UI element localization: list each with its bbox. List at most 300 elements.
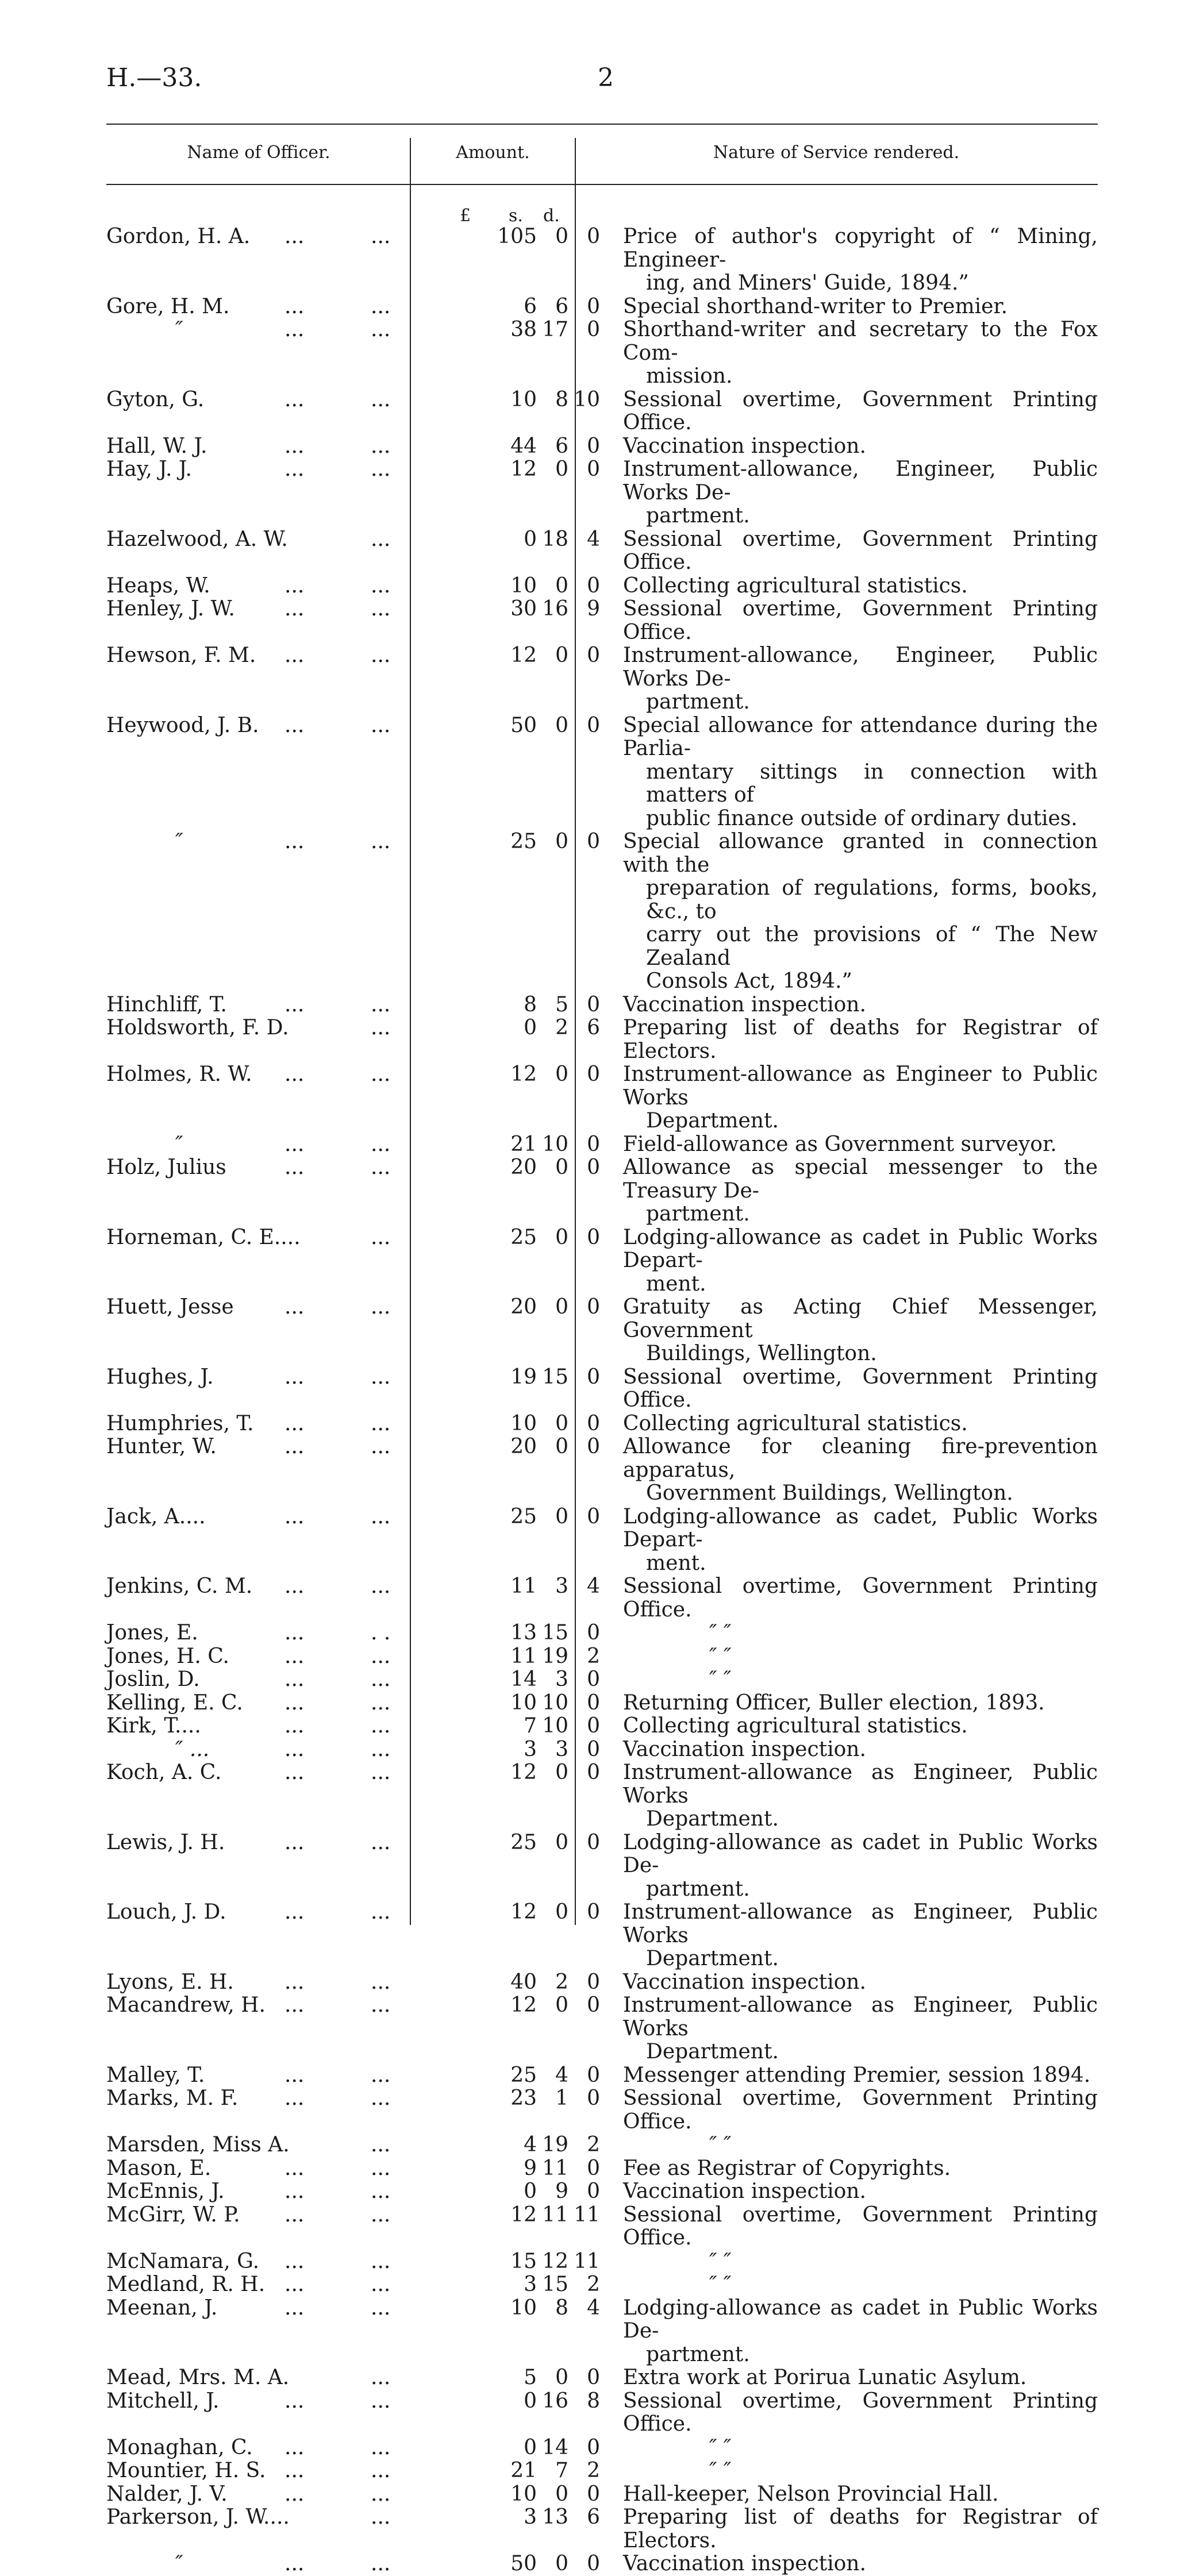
amount	[440, 1412, 609, 1436]
officer-name	[106, 1574, 391, 1599]
table-row	[106, 1505, 1098, 1576]
officer-name-text: Parkerson, J. W....	[106, 2505, 290, 2529]
shillings-value: 0	[555, 830, 568, 853]
description-line: Preparing list of deaths for Registrar of Electors.	[623, 2505, 1098, 2552]
table-row	[106, 1645, 1098, 1669]
pounds-value: 30	[510, 597, 537, 621]
description-line: Sessional overtime, Government Printing Office.	[623, 597, 1098, 644]
service-description	[609, 2204, 1098, 2250]
page-number: 2	[598, 63, 614, 93]
officer-name-text: Jones, E.	[106, 1621, 198, 1645]
pounds-value: 12	[510, 1900, 537, 1924]
service-description	[609, 1901, 1098, 1971]
shillings-value: 10	[542, 1132, 568, 1156]
leader-dots: ...	[284, 573, 305, 598]
pence-value: 0	[587, 1132, 600, 1156]
table-row	[106, 2459, 1098, 2483]
description-line: Vaccination inspection.	[623, 1737, 866, 1761]
officer-name-text: Kirk, T....	[106, 1714, 201, 1738]
officer-name	[106, 2249, 391, 2274]
description-line: Preparing list of deaths for Registrar of Electors.	[623, 1016, 1098, 1063]
officer-name	[106, 318, 391, 342]
shillings-value: 0	[555, 1504, 568, 1528]
table-row	[106, 644, 1098, 714]
leader-dots: ...	[284, 1691, 305, 1715]
pence-value: 2	[587, 2273, 600, 2296]
pence-value: 10	[574, 387, 600, 411]
leader-dots: ...	[371, 1435, 391, 1458]
pence-value: 2	[587, 2133, 600, 2157]
amount	[440, 2273, 609, 2297]
header-rule	[106, 184, 1098, 185]
leader-dots: ...	[371, 225, 391, 248]
description-line: Sessional overtime, Government Printing Office.	[623, 2086, 1098, 2134]
column-header-nature: Nature of Service rendered.	[713, 143, 960, 163]
officer-name-text: Hewson, F. M.	[106, 644, 256, 667]
leader-dots: ...	[284, 2389, 305, 2413]
amount	[440, 2204, 609, 2227]
pounds-value: 50	[510, 713, 537, 737]
shillings-value: 11	[542, 2156, 568, 2180]
amount	[440, 2459, 609, 2483]
amount	[440, 2180, 609, 2204]
officer-name-text: ″	[175, 1132, 183, 1156]
description-line: Lodging-allowance as cadet in Public Works De-	[623, 2296, 1098, 2343]
description-line: Sessional overtime, Government Printing Office.	[623, 387, 1098, 434]
description-line: Collecting agricultural statistics.	[623, 1411, 968, 1435]
officer-name-text: Hughes, J.	[106, 1365, 214, 1389]
shillings-value: 2	[555, 1970, 568, 1994]
pence-value: 0	[587, 1970, 600, 1994]
description-line: Sessional overtime, Government Printing Office.	[623, 1574, 1098, 1622]
description-line: Instrument-allowance, Engineer, Public Works De-	[623, 644, 1098, 691]
leader-dots: ...	[284, 2482, 305, 2506]
officer-name	[106, 1062, 391, 1087]
description-line: partment.	[646, 690, 750, 714]
service-description	[609, 2366, 1098, 2390]
leader-dots: ...	[371, 1737, 391, 1761]
leader-dots: ...	[371, 1761, 391, 1784]
pounds-value: 21	[510, 1132, 537, 1156]
officer-name	[106, 1993, 391, 2017]
service-description	[609, 2087, 1098, 2134]
leader-dots: ...	[284, 1761, 305, 1784]
amount	[440, 575, 609, 598]
pence-value: 0	[587, 294, 600, 318]
officer-name	[106, 713, 391, 738]
officer-name-text: Malley, T.	[106, 2063, 205, 2087]
description-line: Vaccination inspection.	[623, 434, 866, 458]
table-row	[106, 458, 1098, 528]
leader-dots: ...	[284, 2249, 305, 2273]
pence-value: 0	[587, 1737, 600, 1761]
shillings-value: 15	[542, 1621, 568, 1645]
amount	[440, 295, 609, 319]
unit-pounds: £	[460, 206, 471, 226]
pence-value: 0	[587, 1761, 600, 1784]
amount	[440, 1622, 609, 1645]
description-line: Field-allowance as Government surveyor.	[623, 1132, 1057, 1156]
leader-dots: ...	[371, 1668, 391, 1691]
table-row	[106, 2506, 1098, 2552]
leader-dots: ...	[284, 1830, 305, 1854]
leader-dots: ...	[284, 387, 305, 411]
description-line: Sessional overtime, Government Printing Office.	[623, 2389, 1098, 2436]
officer-name	[106, 2389, 391, 2413]
service-description	[609, 2436, 1098, 2460]
leader-dots: ...	[284, 1435, 305, 1458]
table-row	[106, 1296, 1098, 1366]
officer-name-text: Marsden, Miss A.	[106, 2133, 290, 2157]
table-row	[106, 2064, 1098, 2088]
leader-dots: ...	[284, 1156, 305, 1179]
table-row	[106, 1366, 1098, 1412]
amount	[440, 598, 609, 621]
shillings-value: 16	[542, 2389, 568, 2413]
description-line: Instrument-allowance, Engineer, Public Works De-	[623, 457, 1098, 505]
description-line: Department.	[646, 1807, 779, 1831]
service-description	[609, 1366, 1098, 1412]
service-description	[609, 1412, 1098, 1436]
description-line: Sessional overtime, Government Printing Office.	[623, 527, 1098, 574]
officer-name-text: McEnnis, J.	[106, 2180, 225, 2203]
description-line: ″ ″	[709, 1668, 732, 1691]
description-line: Fee as Registrar of Copyrights.	[623, 2156, 951, 2180]
document-reference: H.—33.	[106, 63, 202, 93]
description-line: Special allowance for attendance during the Parlia-	[623, 713, 1098, 760]
leader-dots: ...	[284, 2063, 305, 2087]
leader-dots: ...	[371, 1062, 391, 1086]
shillings-value: 2	[555, 1016, 568, 1039]
leader-dots: ...	[284, 1714, 305, 1738]
pence-value: 0	[587, 1621, 600, 1645]
pence-value: 0	[587, 1900, 600, 1924]
table-row	[106, 2087, 1098, 2134]
pounds-value: 0	[524, 2180, 537, 2203]
leader-dots: ...	[371, 1830, 391, 1854]
pounds-value: 3	[524, 2273, 537, 2296]
amount	[440, 714, 609, 738]
service-description	[609, 1831, 1098, 1901]
pence-value: 2	[587, 2459, 600, 2482]
officer-name	[106, 597, 391, 621]
service-description	[609, 1645, 1098, 1669]
amount	[440, 2506, 609, 2529]
shillings-value: 5	[555, 992, 568, 1016]
leader-dots: ...	[371, 713, 391, 737]
service-description	[609, 1971, 1098, 1994]
table-row	[106, 1412, 1098, 1436]
description-line: Instrument-allowance as Engineer, Public Works	[623, 1900, 1098, 1947]
table-row	[106, 1622, 1098, 1645]
amount	[440, 830, 609, 854]
pence-value: 0	[587, 1691, 600, 1715]
leader-dots: ...	[284, 294, 305, 318]
shillings-value: 17	[542, 318, 568, 341]
officer-name-text: Joslin, D.	[106, 1668, 200, 1691]
description-line: Returning Officer, Buller election, 1893.	[623, 1691, 1045, 1715]
officer-name-text: McNamara, G.	[106, 2249, 260, 2273]
service-description	[609, 2180, 1098, 2204]
officer-name-text: ″	[175, 830, 183, 853]
table-row	[106, 598, 1098, 644]
pence-value: 0	[587, 1365, 600, 1389]
leader-dots: ...	[371, 597, 391, 621]
leader-dots: ...	[284, 1993, 305, 2017]
amount	[440, 1156, 609, 1180]
shillings-value: 19	[542, 1644, 568, 1668]
table-row	[106, 2552, 1098, 2576]
pounds-value: 10	[510, 387, 537, 411]
shillings-value: 3	[555, 1574, 568, 1598]
table-row	[106, 2134, 1098, 2157]
officer-name-text: Kelling, E. C.	[106, 1691, 243, 1715]
officer-name-text: Holz, Julius	[106, 1156, 226, 1179]
description-line: Allowance as special messenger to the Treasury De-	[623, 1156, 1098, 1203]
service-description	[609, 1435, 1098, 1505]
table-row	[106, 2204, 1098, 2250]
amount	[440, 1994, 609, 2017]
leader-dots: ...	[371, 2133, 391, 2157]
officer-name-text: Lyons, E. H.	[106, 1970, 234, 1994]
officer-name-text: Jones, H. C.	[106, 1644, 229, 1668]
description-line: Consols Act, 1894.”	[646, 969, 852, 993]
pounds-value: 14	[510, 1668, 537, 1691]
officer-name-text: Lewis, J. H.	[106, 1830, 225, 1854]
leader-dots: ...	[371, 457, 391, 481]
description-line: preparation of regulations, forms, books, &c., to	[646, 876, 1098, 923]
officer-name	[106, 434, 391, 459]
officer-name-text: Heywood, J. B.	[106, 713, 259, 737]
amount	[440, 1692, 609, 1715]
service-description	[609, 2552, 1098, 2576]
leader-dots: ...	[371, 1016, 391, 1039]
shillings-value: 0	[555, 1156, 568, 1179]
leader-dots: ...	[284, 1295, 305, 1319]
officer-name-text: Hinchliff, T.	[106, 992, 227, 1016]
service-description	[609, 2273, 1098, 2297]
officer-name	[106, 644, 391, 668]
shillings-value: 18	[542, 527, 568, 551]
leader-dots: ...	[284, 830, 305, 853]
leader-dots: ...	[371, 1132, 391, 1156]
officer-name	[106, 1156, 391, 1180]
pence-value: 0	[587, 2482, 600, 2506]
page-header	[106, 63, 1098, 98]
officer-name-text: Holdsworth, F. D.	[106, 1016, 289, 1039]
pounds-value: 5	[524, 2366, 537, 2389]
shillings-value: 1	[555, 2086, 568, 2110]
pence-value: 0	[587, 457, 600, 481]
leader-dots: ...	[284, 1411, 305, 1435]
pence-value: 0	[587, 1435, 600, 1458]
pence-value: 0	[587, 1295, 600, 1319]
leader-dots: ...	[371, 1970, 391, 1994]
description-line: Special allowance granted in connection with the	[623, 830, 1098, 877]
pence-value: 0	[587, 2435, 600, 2459]
shillings-value: 15	[542, 2273, 568, 2296]
amount	[440, 2297, 609, 2320]
amount	[440, 1901, 609, 1924]
description-line: ″ ″	[709, 2435, 732, 2459]
pence-value: 0	[587, 2366, 600, 2389]
pounds-value: 50	[510, 2552, 537, 2575]
description-line: ″ ″	[709, 2459, 732, 2482]
table-row	[106, 830, 1098, 994]
leader-dots: ...	[371, 2203, 391, 2227]
shillings-value: 10	[542, 1714, 568, 1738]
table-row	[106, 2366, 1098, 2390]
leader-dots: ...	[284, 1574, 305, 1598]
table-row	[106, 2273, 1098, 2297]
officer-name-text: Mountier, H. S.	[106, 2459, 266, 2482]
shillings-value: 0	[555, 1225, 568, 1249]
description-line: ″ ″	[709, 2273, 732, 2296]
description-line: Instrument-allowance as Engineer, Public Works	[623, 1993, 1098, 2040]
officer-name	[106, 1411, 391, 1436]
leader-dots: ...	[371, 644, 391, 667]
officer-name-text: Hay, J. J.	[106, 457, 192, 481]
shillings-value: 13	[542, 2505, 568, 2529]
officer-name-text: ″ ...	[175, 1737, 210, 1761]
officer-name	[106, 1435, 391, 1459]
pence-value: 0	[587, 573, 600, 598]
leader-dots: ...	[371, 318, 391, 341]
table-row	[106, 1063, 1098, 1133]
officer-name	[106, 1714, 391, 1738]
leader-dots: ...	[284, 2203, 305, 2227]
description-line: Vaccination inspection.	[623, 2180, 866, 2203]
leader-dots: ...	[284, 457, 305, 481]
shillings-value: 6	[555, 434, 568, 458]
amount	[440, 1435, 609, 1459]
service-description	[609, 2390, 1098, 2436]
pounds-value: 21	[510, 2459, 537, 2482]
description-line: Price of author's copyright of “ Mining, Engineer-	[623, 225, 1098, 272]
table-row	[106, 1994, 1098, 2064]
officer-name-text: Hall, W. J.	[106, 434, 207, 458]
officer-name-text: Huett, Jesse	[106, 1295, 234, 1319]
pence-value: 4	[587, 2296, 600, 2320]
shillings-value: 19	[542, 2133, 568, 2157]
officer-name	[106, 387, 391, 412]
leader-dots: ...	[371, 573, 391, 598]
service-description	[609, 225, 1098, 295]
amount	[440, 1505, 609, 1529]
leader-dots: ...	[371, 2273, 391, 2296]
pounds-value: 10	[510, 1411, 537, 1435]
leader-dots: ...	[284, 1062, 305, 1086]
leader-dots: ...	[371, 2459, 391, 2482]
service-description	[609, 1156, 1098, 1226]
description-line: Extra work at Porirua Lunatic Asylum.	[623, 2366, 1027, 2389]
description-line: partment.	[646, 2342, 750, 2366]
officer-name	[106, 573, 391, 598]
pence-value: 0	[587, 434, 600, 458]
officer-name	[106, 1132, 391, 1157]
pounds-value: 3	[524, 2505, 537, 2529]
officer-name	[106, 1737, 391, 1762]
amount	[440, 435, 609, 459]
amount	[440, 1645, 609, 1669]
description-line: Vaccination inspection.	[623, 2552, 866, 2575]
leader-dots: ...	[371, 1574, 391, 1598]
service-description	[609, 598, 1098, 644]
officer-name	[106, 2273, 391, 2297]
shillings-value: 9	[555, 2180, 568, 2203]
leader-dots: ...	[371, 1225, 391, 1249]
pence-value: 0	[587, 1156, 600, 1179]
officer-name-text: Mitchell, J.	[106, 2389, 220, 2413]
officer-name-text: Medland, R. H.	[106, 2273, 266, 2296]
amount	[440, 2552, 609, 2576]
leader-dots: ...	[284, 2180, 305, 2203]
service-description	[609, 1296, 1098, 1366]
officer-name-text: Monaghan, C.	[106, 2435, 253, 2459]
amount	[440, 1016, 609, 1040]
description-line: Vaccination inspection.	[623, 1970, 866, 1994]
description-line: Special shorthand-writer to Premier.	[623, 294, 1008, 318]
officer-name-text: ″	[175, 318, 183, 341]
officer-name-text: Macandrew, H.	[106, 1993, 266, 2017]
table-row	[106, 435, 1098, 459]
description-line: ″ ″	[709, 2133, 732, 2157]
amount	[440, 2157, 609, 2181]
officer-name	[106, 2086, 391, 2111]
leader-dots: ...	[284, 1668, 305, 1691]
service-description	[609, 2297, 1098, 2367]
table-row	[106, 528, 1098, 575]
officer-name-text: Henley, J. W.	[106, 597, 235, 621]
pounds-value: 19	[510, 1365, 537, 1389]
pence-value: 6	[587, 2505, 600, 2529]
officer-name	[106, 2459, 391, 2483]
table-row	[106, 1738, 1098, 1762]
leader-dots: ...	[371, 2389, 391, 2413]
shillings-value: 0	[555, 573, 568, 598]
service-description	[609, 1622, 1098, 1645]
amount	[440, 1668, 609, 1692]
officer-name-text: Holmes, R. W.	[106, 1062, 252, 1086]
amount	[440, 1226, 609, 1250]
description-line: partment.	[646, 1877, 750, 1901]
pounds-value: 13	[510, 1621, 537, 1645]
column-header-amount: Amount.	[456, 143, 530, 163]
pence-value: 0	[587, 992, 600, 1016]
description-line: Instrument-allowance as Engineer to Public Works	[623, 1062, 1098, 1110]
pounds-value: 44	[510, 434, 537, 458]
table-row	[106, 1016, 1098, 1063]
pence-value: 11	[574, 2203, 600, 2227]
table-row	[106, 2180, 1098, 2204]
table-row	[106, 1831, 1098, 1901]
shillings-value: 14	[542, 2435, 568, 2459]
leader-dots: ...	[371, 1504, 391, 1528]
leader-dots: ...	[371, 2366, 391, 2389]
pounds-value: 4	[524, 2133, 537, 2157]
leader-dots: ...	[371, 2482, 391, 2506]
service-description	[609, 1016, 1098, 1063]
pence-value: 0	[587, 2552, 600, 2575]
pence-value: 11	[574, 2249, 600, 2273]
description-line: Department.	[646, 1947, 779, 1970]
pence-value: 0	[587, 2063, 600, 2087]
leader-dots: ...	[371, 1691, 391, 1715]
shillings-value: 0	[555, 2552, 568, 2575]
table-row	[106, 295, 1098, 319]
officer-name	[106, 1295, 391, 1319]
pence-value: 0	[587, 1830, 600, 1854]
